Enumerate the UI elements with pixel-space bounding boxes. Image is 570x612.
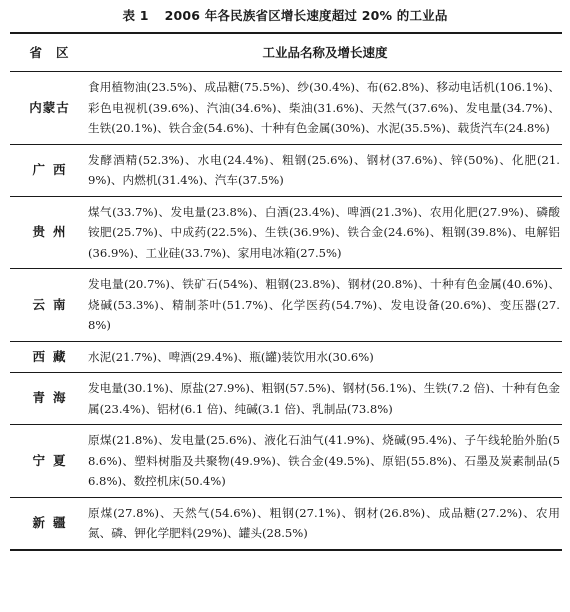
province-cell: 西藏: [10, 341, 88, 373]
table-row: [10, 196, 562, 269]
items-cell: 发电量(30.1%)、原盐(27.9%)、粗钢(57.5%)、钢材(56.1%)、生铁(7.2 倍)、十种有色金属(23.4%)、铝材(6.1 倍)、纯碱(3.1 倍)、乳制品(73.8%): [88, 373, 562, 425]
table-row: [10, 269, 562, 342]
header-items: 工业品名称及增长速度: [88, 33, 562, 72]
items-cell: 原煤(21.8%)、发电量(25.6%)、液化石油气(41.9%)、烧碱(95.4%)、子午线轮胎外胎(58.6%)、塑料树脂及共聚物(49.9%)、铁合金(49.5%)、原铝(55.8%)、石墨及炭素制品(56.8%)、数控机床(50.4%): [88, 425, 562, 498]
industrial-products-table: [10, 32, 562, 551]
province-cell: 贵州: [10, 196, 88, 269]
table-row: [10, 497, 562, 550]
table-title-text: 2006 年各民族省区增长速度超过 20% 的工业品: [164, 8, 448, 23]
table-header-row: [10, 33, 562, 72]
table-row: [10, 341, 562, 373]
province-cell: 青海: [10, 373, 88, 425]
table-row: [10, 425, 562, 498]
items-cell: 水泥(21.7%)、啤酒(29.4%)、瓶(罐)装饮用水(30.6%): [88, 341, 562, 373]
table-row: [10, 72, 562, 145]
table-row: [10, 144, 562, 196]
items-cell: 发电量(20.7%)、铁矿石(54%)、粗钢(23.8%)、钢材(20.8%)、十种有色金属(40.6%)、烧碱(53.3%)、精制茶叶(51.7%)、化学医药(54.7%)、发电设备(20.6%)、变压器(27.8%): [88, 269, 562, 342]
province-cell: 广西: [10, 144, 88, 196]
items-cell: 原煤(27.8%)、天然气(54.6%)、粗钢(27.1%)、钢材(26.8%)、成品糖(27.2%)、农用氮、磷、钾化学肥料(29%)、罐头(28.5%): [88, 497, 562, 550]
items-cell: 煤气(33.7%)、发电量(23.8%)、白酒(23.4%)、啤酒(21.3%)、农用化肥(27.9%)、磷酸铵肥(25.7%)、中成药(22.5%)、生铁(36.9%)、铁合金(24.6%)、粗钢(39.8%)、电解铝(36.9%)、工业硅(33.7%)、家用电冰箱(27.5%): [88, 196, 562, 269]
province-cell: 云南: [10, 269, 88, 342]
items-cell: 发酵酒精(52.3%)、水电(24.4%)、粗钢(25.6%)、钢材(37.6%)、锌(50%)、化肥(21.9%)、内燃机(31.4%)、汽车(37.5%): [88, 144, 562, 196]
items-cell: 食用植物油(23.5%)、成品糖(75.5%)、纱(30.4%)、布(62.8%)、移动电话机(106.1%)、彩色电视机(39.6%)、汽油(34.6%)、柴油(31.6%)、天然气(37.6%)、发电量(34.7%)、生铁(20.1%)、铁合金(54.6%)、十种有色金属(30%)、水泥(35.5%)、载货汽车(24.8%): [88, 72, 562, 145]
table-row: [10, 373, 562, 425]
province-cell: 内蒙古: [10, 72, 88, 145]
header-province: 省区: [10, 33, 88, 72]
province-cell: 新疆: [10, 497, 88, 550]
province-cell: 宁夏: [10, 425, 88, 498]
table-title: [0, 6, 570, 24]
table-label: 表 1: [122, 8, 149, 23]
